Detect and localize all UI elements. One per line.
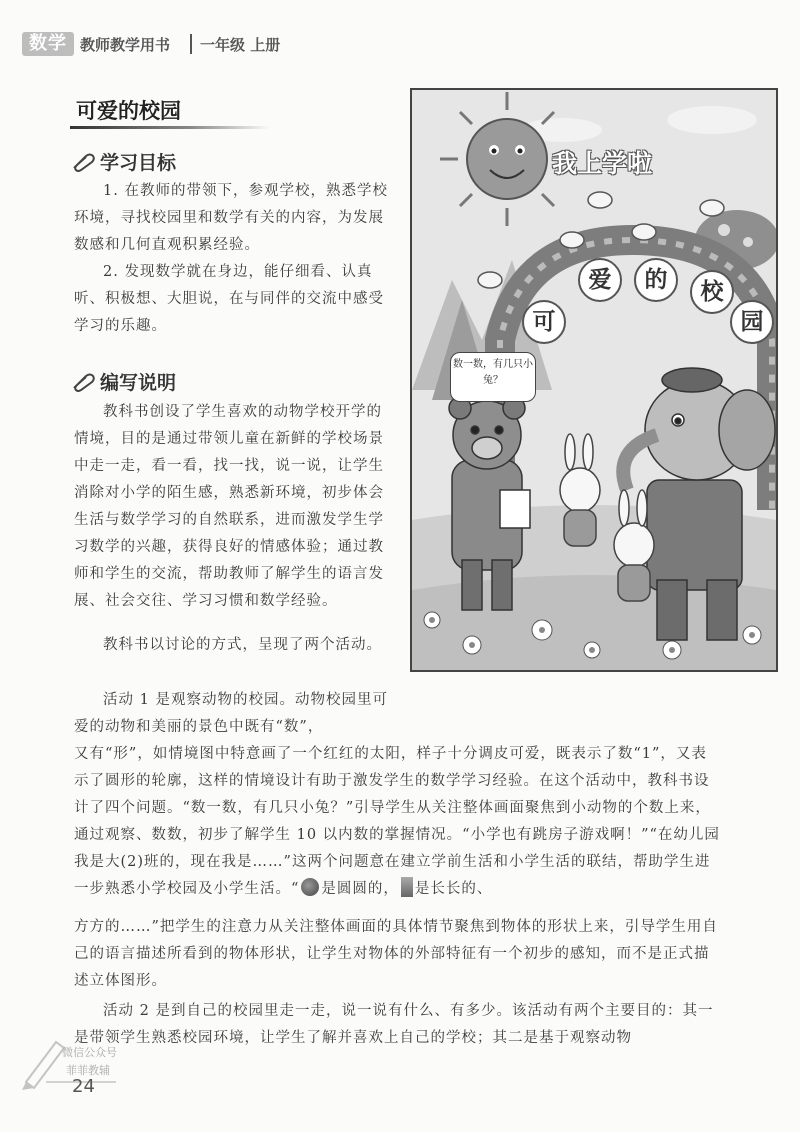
subject-logo: 数学 [22, 32, 74, 56]
notes-paragraph-1: 教科书创设了学生喜欢的动物学校开学的情境，目的是通过带领儿童在新鲜的学校场景中走一走，看一看，找一找，说一说，让学生消除对小学的陌生感，熟悉新环境，初步体会生活与数学学习的自然联系，进而激发学生学习数学的兴趣，获得良好的情感体验；通过教师和学生的交流，帮助教师了解学生的语言发展、社会交往、学习习惯和数学经验。 [74, 404, 384, 609]
tall-box-icon [401, 877, 413, 897]
long-text: 是长长的、 [414, 881, 493, 897]
book-series: 教师教学用书 [80, 36, 171, 54]
grade-label: 一年级 上册 [200, 36, 281, 54]
speech-bubble: 数一数，有几只小兔？ [450, 352, 536, 402]
notes-heading [70, 368, 176, 395]
header-divider [190, 34, 192, 54]
paperclip-icon [70, 372, 96, 392]
arch-char-5: 园 [730, 300, 774, 344]
notes-paragraph-3-body [74, 741, 722, 903]
notes-heading-text: 编写说明 [100, 372, 177, 394]
notes-paragraph-3-text: 又有“形”，如情境图中特意画了一个红红的太阳，样子十分调皮可爱，既表示了数“1”，又表示了圆形的轮廓，这样的情境设计有助于激发学生的数学学习经验。在这个活动中，教科书设计了四个问题。“数一数，有几只小兔？”引导学生从关注整体画面聚焦到小动物的个数上来，通过观察、数数，初步了解学生 10 以内数的掌握情况。“小学也有跳房子游戏啊！”“在幼儿园我是大(2)班的，现在我是……”这两个问题意在建立学前生活和小学生活的联结，帮助学生进一步熟悉小学校园及小学生活。“ [74, 746, 720, 897]
arch-char-3: 的 [634, 258, 678, 302]
notes-paragraph-3-start: 活动 1 是观察动物的校园。动物校园里可爱的动物和美丽的景色中既有“数”， [74, 692, 388, 735]
title-underline [70, 126, 270, 129]
notes-paragraph-2: 教科书以讨论的方式，呈现了两个活动。 [103, 637, 382, 653]
arch-char-4: 校 [690, 270, 734, 314]
arch-char-2: 爱 [578, 258, 622, 302]
watermark-line-2: 菲菲教辅 [66, 1064, 110, 1077]
section-title: 可爱的校园 [76, 99, 181, 123]
goal-item-2: 2. 发现数学就在身边，能仔细看、认真听、积极想、大胆说，在与同伴的交流中感受学习的乐趣。 [74, 264, 384, 334]
watermark-line-1: 微信公众号 [62, 1046, 117, 1059]
running-header [22, 30, 782, 60]
goals-heading-text: 学习目标 [100, 152, 177, 174]
goal-item-1: 1. 在教师的带领下，参观学校，熟悉学校环境，寻找校园里和数学有关的内容，为发展数感和几何直观积累经验。 [74, 183, 388, 253]
notes-paragraph-4: 活动 2 是到自己的校园里走一走，说一说有什么、有多少。该活动有两个主要目的：其一是带领学生熟悉校园环境，让学生了解并喜欢上自己的学校；其二是基于观察动物 [74, 1003, 714, 1046]
goals-heading [70, 148, 176, 175]
notes-paragraph-3-end: 方方的……”把学生的注意力从关注整体画面的具体情节聚焦到物体的形状上来，引导学生用自己的语言描述所看到的物体形状，让学生对物体的外部特征有一个初步的感知，而不是正式描述立体图形。 [74, 919, 718, 989]
school-illustration [410, 88, 778, 672]
illustration-banner: 我上学啦 [552, 149, 653, 178]
round-text: 是圆圆的， [321, 881, 399, 897]
red-ball-icon [301, 878, 319, 896]
page-number: 24 [72, 1076, 95, 1097]
arch-char-1: 可 [522, 300, 566, 344]
paperclip-icon [70, 152, 96, 172]
